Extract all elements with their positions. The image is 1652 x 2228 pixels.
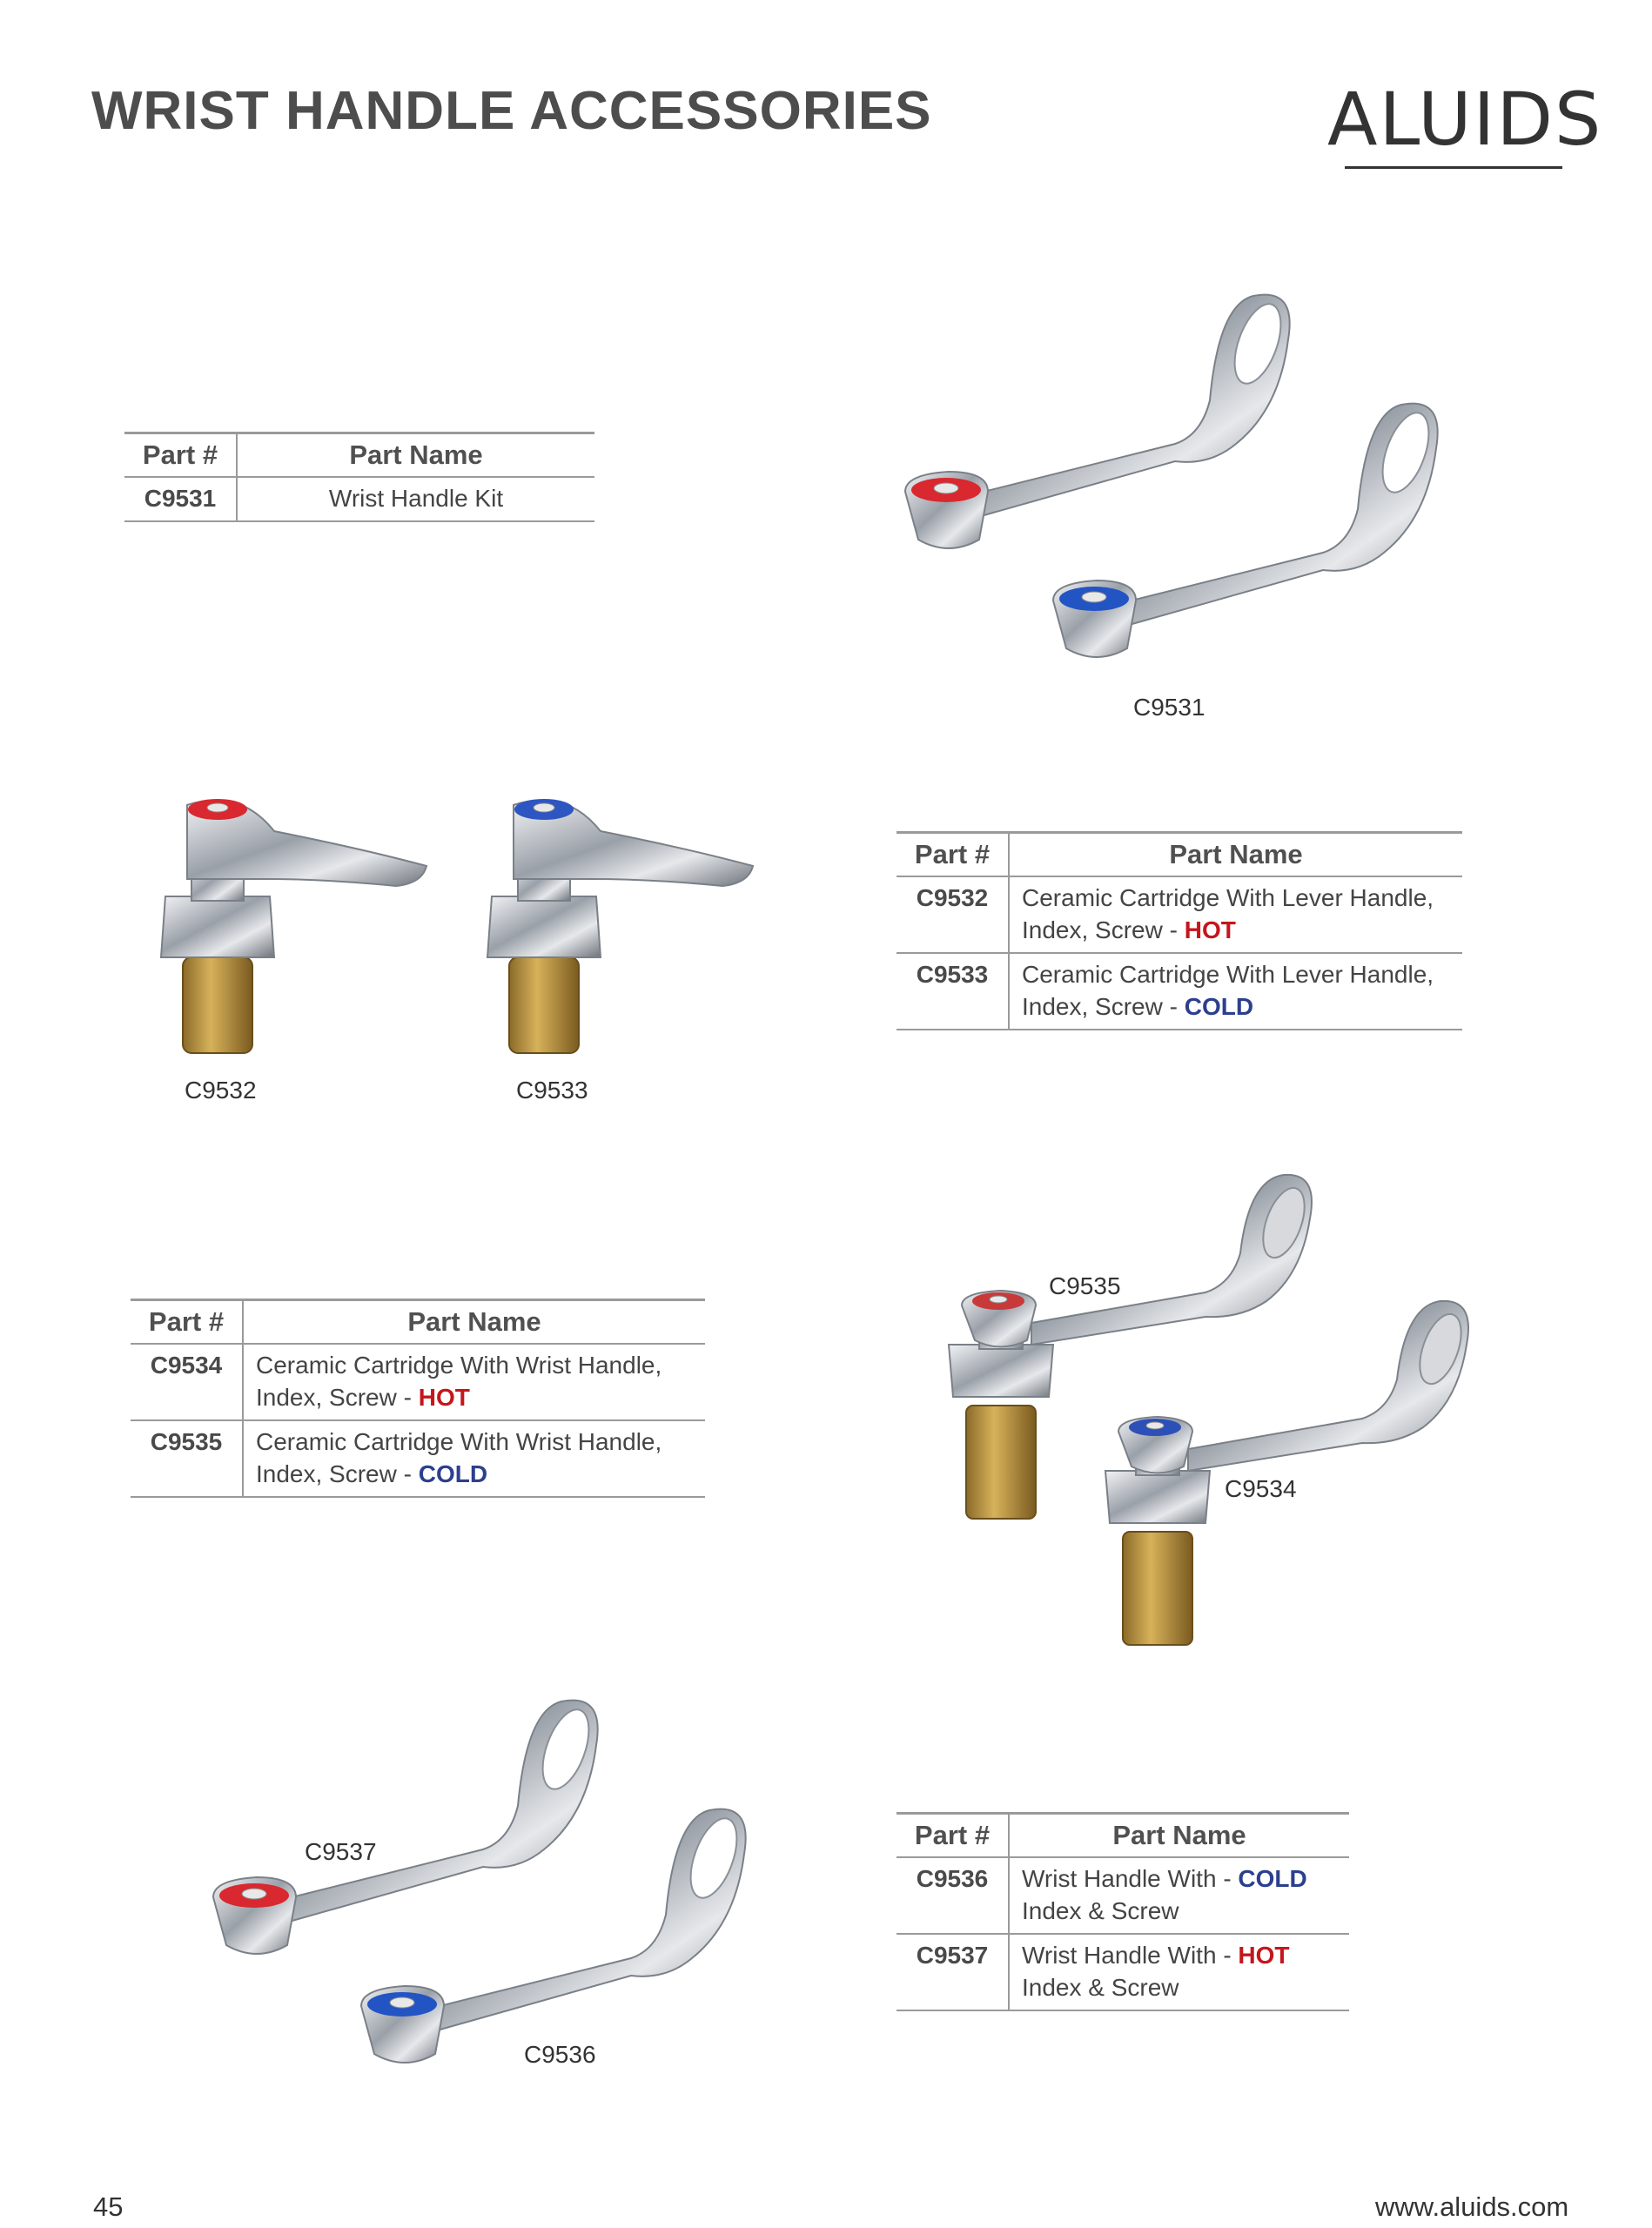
logo-underline bbox=[1345, 166, 1562, 169]
parts-table-lever-cartridges bbox=[897, 831, 1462, 1030]
part-name-line1: Wrist Handle With - bbox=[1022, 1865, 1239, 1892]
header-part-no: Part # bbox=[131, 1300, 243, 1345]
header-part-name: Part Name bbox=[243, 1300, 705, 1345]
wrist-handle-kit-image bbox=[888, 278, 1445, 679]
caption-c9535: C9535 bbox=[1049, 1272, 1121, 1299]
header-part-name: Part Name bbox=[1009, 833, 1462, 877]
part-number: C9533 bbox=[897, 953, 1009, 1030]
part-number: C9534 bbox=[131, 1344, 243, 1420]
lever-cartridge-cold bbox=[487, 799, 753, 1053]
hot-tag: HOT bbox=[1238, 1941, 1290, 1969]
hot-tag: HOT bbox=[418, 1383, 470, 1411]
logo-text: ALUIDS bbox=[1327, 77, 1603, 162]
lever-cartridges-image bbox=[152, 783, 779, 1070]
page-title: WRIST HANDLE ACCESSORIES bbox=[91, 81, 932, 141]
parts-table-wrist-handles bbox=[897, 1812, 1349, 2011]
part-name-line1: Ceramic Cartridge With Wrist Handle, bbox=[256, 1427, 662, 1455]
table-row bbox=[897, 1934, 1349, 2010]
wrist-cartridges-image bbox=[944, 1171, 1432, 1658]
lever-cartridge-hot bbox=[161, 799, 426, 1053]
wrist-handles-image bbox=[196, 1684, 753, 2084]
part-name-line1: Ceramic Cartridge With Wrist Handle, bbox=[256, 1352, 662, 1379]
cold-tag: COLD bbox=[418, 1460, 488, 1487]
part-name bbox=[1009, 876, 1462, 953]
part-name-line2: Index, Screw - bbox=[256, 1383, 419, 1411]
part-number: C9532 bbox=[897, 876, 1009, 953]
part-name bbox=[243, 1420, 705, 1497]
table-row bbox=[124, 477, 594, 521]
parts-table-wrist-handle-kit bbox=[124, 432, 594, 522]
caption-c9534: C9534 bbox=[1225, 1475, 1297, 1502]
part-name-line1: Wrist Handle With - bbox=[1022, 1941, 1239, 1969]
wrist-cartridge-hot bbox=[1105, 1301, 1469, 1645]
header-part-no: Part # bbox=[897, 1814, 1009, 1858]
part-name bbox=[1009, 953, 1462, 1030]
caption-c9536: C9536 bbox=[524, 2041, 596, 2068]
header-part-no: Part # bbox=[124, 433, 237, 478]
header-part-name: Part Name bbox=[237, 433, 594, 478]
caption-c9537: C9537 bbox=[305, 1838, 377, 1865]
hot-tag: HOT bbox=[1184, 916, 1236, 943]
wrist-handle-cold bbox=[1053, 404, 1438, 657]
page-number: 45 bbox=[93, 2191, 124, 2222]
wrist-handle-hot bbox=[905, 295, 1290, 548]
wrist-handle-hot bbox=[213, 1701, 598, 1954]
part-name-line1: Ceramic Cartridge With Lever Handle, bbox=[1022, 960, 1434, 988]
header-part-name: Part Name bbox=[1009, 1814, 1349, 1858]
part-number: C9537 bbox=[897, 1934, 1009, 2010]
part-name-line2: Index & Screw bbox=[1022, 1896, 1179, 1924]
part-name-line1: Ceramic Cartridge With Lever Handle, bbox=[1022, 884, 1434, 911]
cold-tag: COLD bbox=[1184, 992, 1254, 1020]
part-name-line2: Index, Screw - bbox=[256, 1460, 419, 1487]
part-number: C9535 bbox=[131, 1420, 243, 1497]
part-name-line2: Index, Screw - bbox=[1022, 992, 1185, 1020]
parts-table-wrist-cartridges bbox=[131, 1299, 705, 1498]
wrist-cartridge-cold bbox=[949, 1175, 1313, 1519]
wrist-handle-cold bbox=[361, 1809, 746, 2063]
part-name-line2: Index, Screw - bbox=[1022, 916, 1185, 943]
caption-c9533: C9533 bbox=[516, 1077, 588, 1104]
table-row bbox=[131, 1344, 705, 1420]
caption-c9531: C9531 bbox=[1133, 694, 1205, 721]
header-part-no: Part # bbox=[897, 833, 1009, 877]
brand-logo bbox=[1310, 77, 1603, 183]
cold-tag: COLD bbox=[1238, 1865, 1307, 1892]
part-number: C9531 bbox=[124, 477, 237, 521]
website-link[interactable]: www.aluids.com bbox=[1375, 2191, 1569, 2222]
table-row bbox=[897, 876, 1462, 953]
part-name bbox=[243, 1344, 705, 1420]
part-name: Wrist Handle Kit bbox=[237, 477, 594, 521]
table-row bbox=[131, 1420, 705, 1497]
part-name bbox=[1009, 1857, 1349, 1934]
table-row bbox=[897, 1857, 1349, 1934]
part-number: C9536 bbox=[897, 1857, 1009, 1934]
part-name-line2: Index & Screw bbox=[1022, 1973, 1179, 2001]
caption-c9532: C9532 bbox=[185, 1077, 257, 1104]
table-row bbox=[897, 953, 1462, 1030]
part-name bbox=[1009, 1934, 1349, 2010]
